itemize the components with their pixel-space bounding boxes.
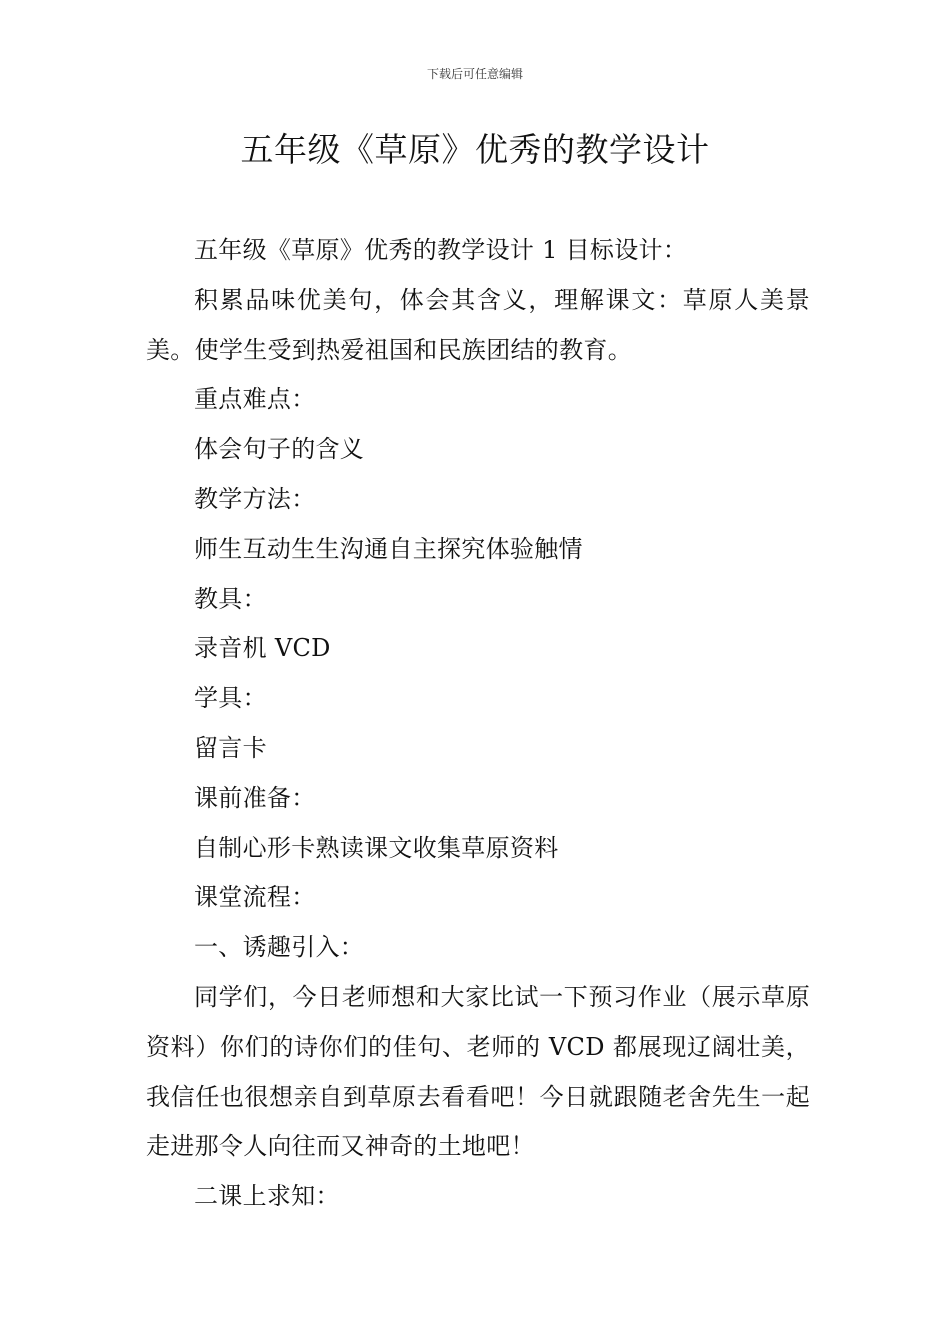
paragraph-objective: 积累品味优美句，体会其含义，理解课文：草原人美景美。使学生受到热爱祖国和民族团结的教育。 (146, 285, 810, 364)
paragraph-process-heading: 课堂流程： (194, 883, 316, 912)
paragraph-methods-heading: 教学方法： (194, 484, 316, 513)
paragraph-methods: 师生互动生生沟通自主探究体验触情 (194, 534, 583, 563)
paragraph-key-points-heading: 重点难点： (194, 385, 316, 414)
paragraph-section-one: 同学们，今日老师想和大家比试一下预习作业（展示草原资料）你们的诗你们的佳句、老师的 VCD 都展现辽阔壮美，我信任也很想亲自到草原去看看吧！今日就跟随老舍先生一起走进那令人向往而又神奇的土地吧！ (146, 982, 810, 1161)
paragraph-learning-aids-heading: 学具： (194, 684, 267, 713)
paragraph-key-points: 体会句子的含义 (194, 435, 365, 464)
paragraph-objective-heading: 五年级《草原》优秀的教学设计 1 目标设计： (194, 236, 688, 264)
paragraph-section-two-heading: 二课上求知： (194, 1182, 340, 1211)
document-body (146, 226, 810, 1222)
paragraph-preparation: 自制心形卡熟读课文收集草原资料 (194, 833, 559, 862)
paragraph-preparation-heading: 课前准备： (194, 783, 316, 812)
document-title: 五年级《草原》优秀的教学设计 (240, 130, 710, 169)
paragraph-teaching-aids: 录音机 VCD (194, 634, 331, 663)
header-note: 下载后可任意编辑 (426, 67, 523, 81)
paragraph-learning-aids: 留言卡 (194, 733, 267, 762)
paragraph-section-one-heading: 一、诱趣引入： (194, 933, 365, 962)
paragraph-teaching-aids-heading: 教具： (194, 584, 267, 613)
